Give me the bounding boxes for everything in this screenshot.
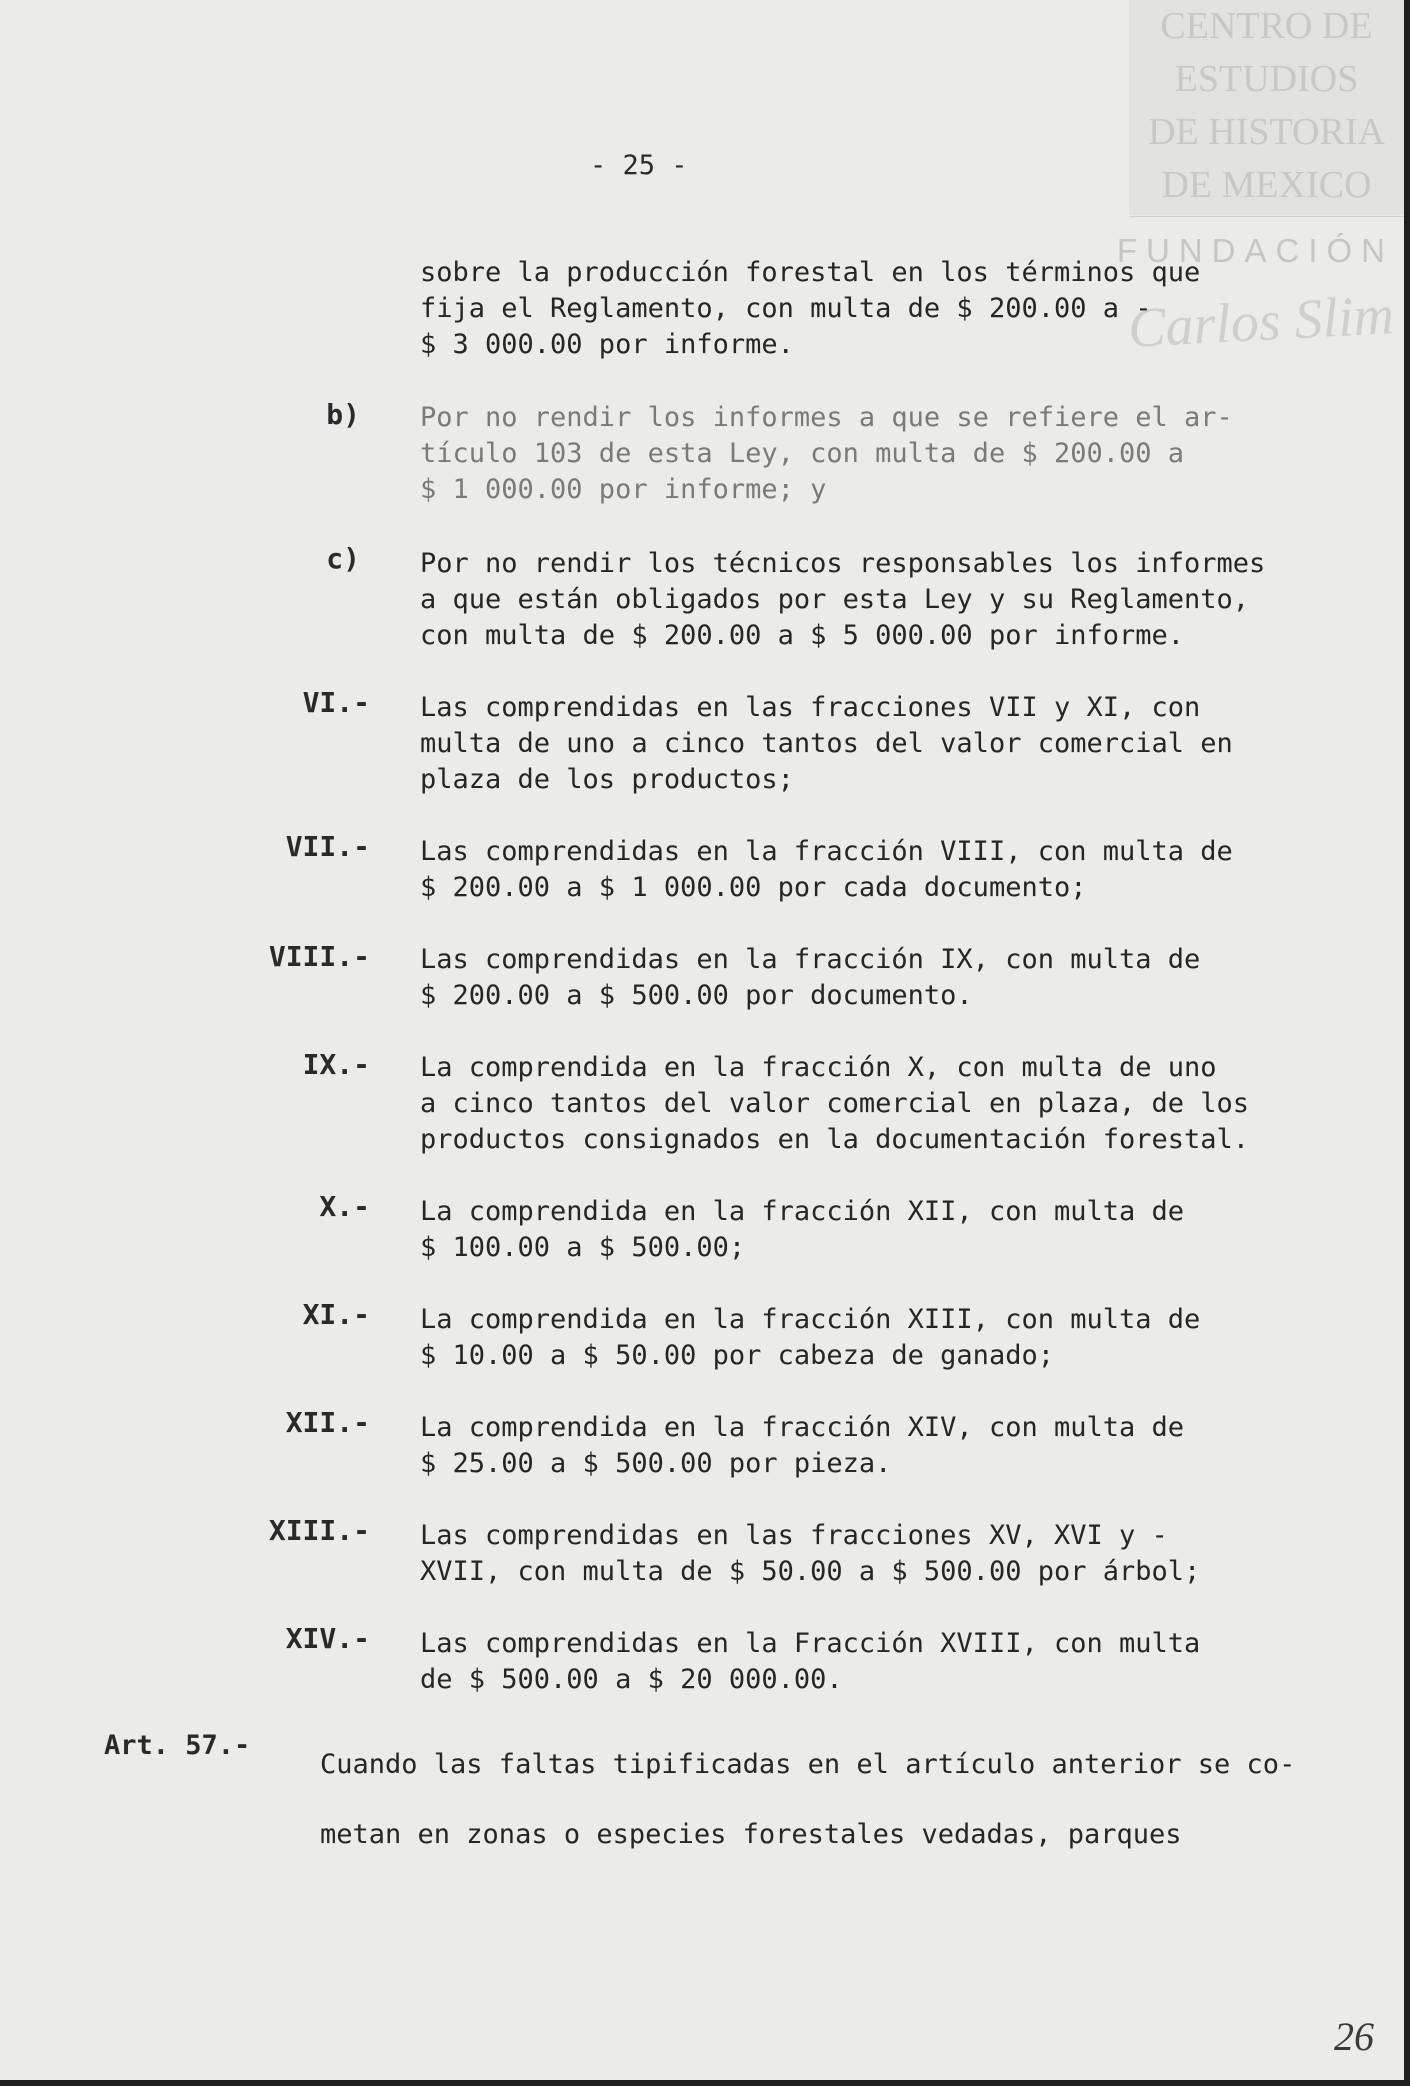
item-text xyxy=(420,400,1310,508)
watermark-line: ESTUDIOS xyxy=(1174,58,1359,100)
text-line: con multa de $ 200.00 a $ 5 000.00 por informe. xyxy=(420,620,1185,651)
watermark-divider xyxy=(1129,216,1404,217)
text-line: sobre la producción forestal en los términos que xyxy=(420,257,1201,288)
item-text xyxy=(420,1626,1310,1698)
article-text xyxy=(320,1730,1300,1870)
text-line: a cinco tantos del valor comercial en plaza, de los xyxy=(420,1088,1250,1119)
item-label: XIII.- xyxy=(268,1514,370,1547)
text-line: fija el Reglamento, con multa de $ 200.00 a - xyxy=(420,293,1152,324)
item-text xyxy=(420,1302,1310,1374)
item-label: VI.- xyxy=(302,686,370,719)
text-line: La comprendida en la fracción XIV, con multa de xyxy=(420,1412,1185,1443)
item-label: VII.- xyxy=(285,830,370,863)
item-text xyxy=(420,1194,1310,1266)
text-line: tículo 103 de esta Ley, con multa de $ 200.00 a xyxy=(420,438,1185,469)
item-text xyxy=(420,834,1310,906)
archive-watermark xyxy=(1129,0,1404,215)
text-line: Cuando las faltas tipificadas en el artículo anterior se co- xyxy=(320,1749,1296,1780)
text-line: $ 3 000.00 por informe. xyxy=(420,329,794,360)
item-text xyxy=(420,546,1310,654)
item-text xyxy=(420,942,1310,1014)
watermark-line: DE HISTORIA xyxy=(1148,111,1385,153)
text-line: $ 25.00 a $ 500.00 por pieza. xyxy=(420,1448,892,1479)
text-line: $ 1 000.00 por informe; y xyxy=(420,474,827,505)
item-label: VIII.- xyxy=(268,940,370,973)
watermark-line: CENTRO DE xyxy=(1160,5,1373,47)
text-line: XVII, con multa de $ 50.00 a $ 500.00 por árbol; xyxy=(420,1556,1201,1587)
text-line: $ 200.00 a $ 500.00 por documento. xyxy=(420,980,973,1011)
handwritten-page-number: 26 xyxy=(1334,2014,1374,2059)
watermark-line: DE MEXICO xyxy=(1161,164,1372,206)
item-label: X.- xyxy=(319,1190,370,1223)
text-line: multa de uno a cinco tantos del valor comercial en xyxy=(420,728,1233,759)
item-text xyxy=(420,1410,1310,1482)
text-line: $ 200.00 a $ 1 000.00 por cada documento; xyxy=(420,872,1087,903)
item-text xyxy=(420,1050,1310,1158)
continuation-paragraph xyxy=(420,255,1310,363)
text-line: plaza de los productos; xyxy=(420,764,794,795)
text-line: Por no rendir los informes a que se refiere el ar- xyxy=(420,402,1233,433)
article-label: Art. 57.- xyxy=(104,1730,251,1761)
item-text xyxy=(420,1518,1310,1590)
text-line: Las comprendidas en las fracciones VII y XI, con xyxy=(420,692,1201,723)
text-line: Las comprendidas en las fracciones XV, XVI y - xyxy=(420,1520,1168,1551)
text-line: Las comprendidas en la fracción IX, con multa de xyxy=(420,944,1201,975)
item-label: c) xyxy=(326,542,360,575)
text-line: Las comprendidas en la Fracción XVIII, con multa xyxy=(420,1628,1201,1659)
text-line: productos consignados en la documentación forestal. xyxy=(420,1124,1250,1155)
item-label: b) xyxy=(326,398,360,431)
text-line: Por no rendir los técnicos responsables los informes xyxy=(420,548,1266,579)
text-line: La comprendida en la fracción XII, con multa de xyxy=(420,1196,1185,1227)
watermark-signature: Carlos Slim xyxy=(1126,284,1396,360)
item-label: XII.- xyxy=(285,1406,370,1439)
text-line: La comprendida en la fracción XIII, con multa de xyxy=(420,1304,1201,1335)
item-text xyxy=(420,690,1310,798)
text-line: Las comprendidas en la fracción VIII, con multa de xyxy=(420,836,1233,867)
watermark-fundacion: FUNDACIÓN xyxy=(1116,232,1394,269)
text-line: metan en zonas o especies forestales vedadas, parques xyxy=(320,1819,1182,1850)
text-line: a que están obligados por esta Ley y su Reglamento, xyxy=(420,584,1250,615)
item-label: XIV.- xyxy=(285,1622,370,1655)
text-line: La comprendida en la fracción X, con multa de uno xyxy=(420,1052,1217,1083)
text-line: $ 100.00 a $ 500.00; xyxy=(420,1232,746,1263)
page-number: - 25 - xyxy=(590,150,688,181)
item-label: IX.- xyxy=(302,1048,370,1081)
text-line: $ 10.00 a $ 50.00 por cabeza de ganado; xyxy=(420,1340,1054,1371)
text-line: de $ 500.00 a $ 20 000.00. xyxy=(420,1664,843,1695)
item-label: XI.- xyxy=(302,1298,370,1331)
